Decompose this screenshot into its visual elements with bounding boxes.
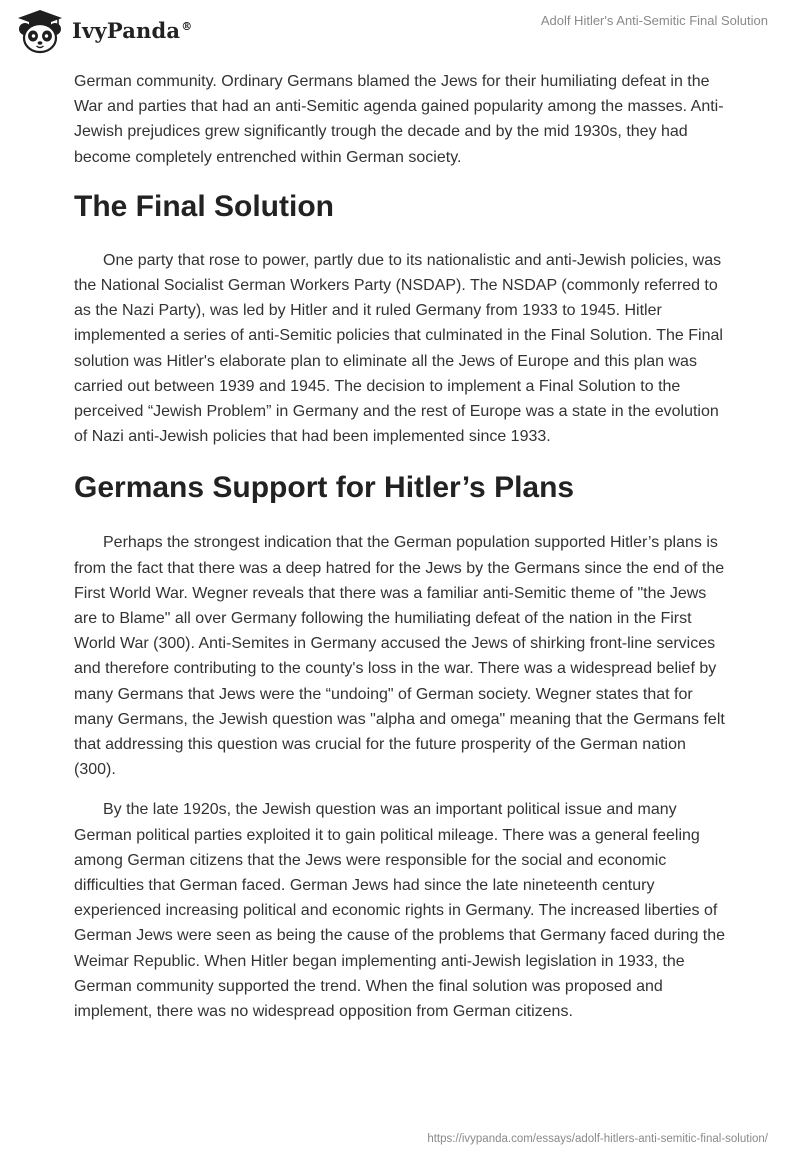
panda-graduate-logo-icon (14, 8, 66, 54)
brand-name-text: IvyPanda (72, 17, 181, 43)
brand-logo-link[interactable] (14, 8, 192, 54)
section-heading-germans-support: Germans Support for Hitler’s Plans (74, 471, 575, 505)
section-heading-final-solution: The Final Solution (74, 189, 334, 223)
intro-paragraph: German community. Ordinary Germans blamed the Jews for their humiliating defeat in the War and parties that had an anti-Semitic agenda gained popularity among the masses. Anti-Jewish prejudices grew significantly trough the decade and by the mid 1930s, they had become completely entrenched within German society. (74, 73, 724, 166)
section-paragraph: Perhaps the strongest indication that the German population supported Hitler’s plans is from the fact that there was a deep hatred for the Jews by the Germans since the end of the First World War. Wegner reveals that there was a familiar anti-Semitic theme of "the Jews are to Blame" all over Germany following the humiliating defeat of the nation in the First World War (300). Anti-Semites in Germany accused the Jews of shirking front-line services and therefore contributing to the county's loss in the war. There was a widespread belief by many Germans that Jews were the “undoing" of German society. Wegner states that for many Germans, the Jewish question was "alpha and omega" meaning that the Germans felt that addressing this question was crucial for the future prosperity of the German nation (300). (74, 534, 725, 779)
page-header (0, 0, 800, 62)
brand-name (72, 18, 192, 43)
document-title: Adolf Hitler's Anti-Semitic Final Solution (540, 13, 768, 28)
section-paragraph: One party that rose to power, partly due to its nationalistic and anti-Jewish policies, was the National Socialist German Workers Party (NSDAP). The NSDAP (commonly referred to as the Nazi Party), was led by Hitler and it ruled Germany from 1933 to 1945. Hitler implemented a series of anti-Semitic policies that culminated in the Final Solution. The Final solution was Hitler's elaborate plan to eliminate all the Jews of Europe and this plan was carried out between 1939 and 1945. The decision to implement a Final Solution to the perceived “Jewish Problem” in Germany and the rest of Europe was a state in the evolution of Nazi anti-Jewish policies that had been implemented since 1933. (74, 251, 723, 446)
essay-content (74, 69, 730, 1024)
source-url-link[interactable]: https://ivypanda.com/essays/adolf-hitlers-anti-semitic-final-solution/ (427, 1133, 768, 1145)
section-paragraph: By the late 1920s, the Jewish question was an important political issue and many German political parties exploited it to gain political mileage. There was a general feeling among German citizens that the Jews were responsible for the social and economic difficulties that German faced. German Jews had since the late nineteenth century experienced increasing political and economic rights in Germany. The increased liberties of German Jews were seen as being the cause of the problems that Germany faced during the Weimar Republic. When Hitler began implementing anti-Jewish legislation in 1933, the German community supported the trend. When the final solution was proposed and implement, there was no widespread opposition from German citizens. (74, 801, 726, 1021)
brand-registered-mark: ® (181, 19, 193, 33)
